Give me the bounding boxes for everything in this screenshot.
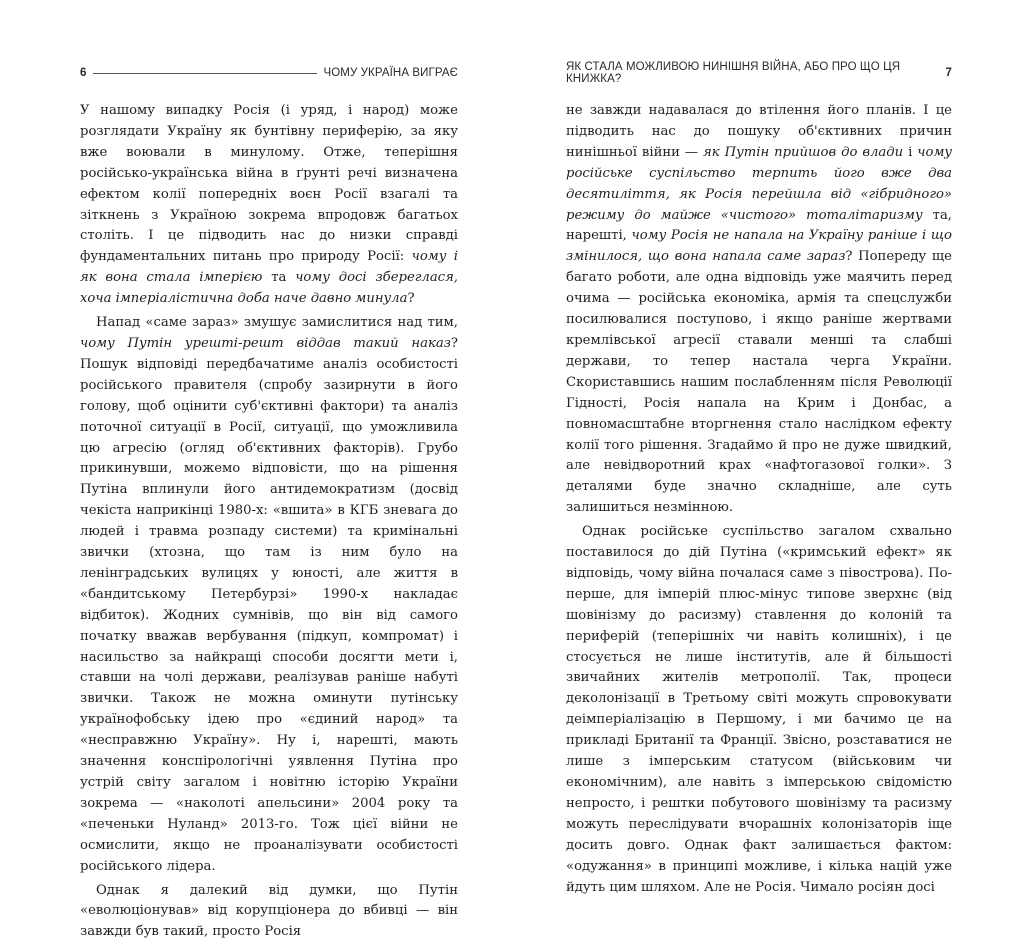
body-text: ? <box>407 291 415 307</box>
right-page-number: 7 <box>945 67 952 79</box>
left-body-text <box>80 101 458 943</box>
body-text: Однак я далекий від думки, що Путін «еволюціонував» від корупціонера до вбивці — він завжди був такий, просто Росія <box>80 882 458 940</box>
paragraph <box>80 313 458 877</box>
right-running-header <box>566 61 952 85</box>
italic-text: як Путін прийшов до влади <box>703 144 904 160</box>
paragraph <box>80 881 458 943</box>
body-text: та, нарешті, <box>566 207 952 244</box>
right-page <box>512 0 1024 895</box>
paragraph <box>566 522 952 898</box>
left-page-number: 6 <box>80 67 87 79</box>
italic-text: чому і як вона стала імперією <box>80 249 458 286</box>
paragraph <box>566 101 952 519</box>
body-text: ? Попереду ще багато роботи, але одна відповідь уже маячить перед очима — російська економіка, армія та спецслужби посилювалися поступово, і якщо раніше жертвами кремлівської агресії ставали менші та слабші держави, то тепер настала черга України. Скориставшись нашим послабленням після Революції Гідності, Росія напала на Крим і Донбас, а повномасштабне вторгнення стало наслідком ефекту колії того рішення. Згадаймо й про не дуже швидкий, але невідворотний крах «нафтогазової голки». З деталями буде значно складніше, але суть залишиться незмінною. <box>566 249 952 516</box>
body-text: не завжди надавалася до втілення його планів. І це підводить нас до пошуку об'єктивних причин нинішньої війни — <box>566 103 952 160</box>
italic-text: чому російське суспільство терпить його вже два десятиліття, як Росія перейшла від «гібридного» режиму до майже «чистого» тоталітаризму <box>566 144 953 223</box>
paragraph <box>80 101 458 310</box>
left-running-header <box>80 65 458 81</box>
body-text: У нашому випадку Росія (і уряд, і народ) може розглядати Україну як бунтівну периферію, за яку вже воювали в минулому. Отже, теперішня російсько-українська війна в ґрунті речі визначена ефектом колії попередніх воєн Росії взагалі та зіткнень з Україною зокрема впродовж багатьох століть. І це підводить нас до низки справді фундаментальних питань про природу Росії: <box>80 103 458 265</box>
italic-text: чому Росія не напала на Україну раніше і що змінилося, що вона напала саме зараз <box>566 228 952 265</box>
body-text: Напад «саме зараз» змушує замислитися над тим, <box>96 315 458 331</box>
left-page <box>0 0 512 940</box>
body-text: і <box>903 144 918 160</box>
right-body-text <box>566 101 952 898</box>
body-text: Однак російське суспільство загалом схвально поставилося до дій Путіна («кримський ефект» як відповідь, чому війна почалася саме з півострова). По-перше, для імперій плюс-мінус типове зверхнє (від шовінізму до расизму) ставлення до колоній та периферій (теперішніх чи навіть колишніх), і це стосується не лише інститутів, але й більшості звичайних жителів метрополії. Так, процеси деколонізації в Третьому світі можуть спровокувати деімперіалізацію в Першому, і ми бачимо це на прикладі Британії та Франції. Звісно, розставатися не лише з імперським статусом (військовим чи економічним), але навіть з імперською свідомістю непросто, і рештки побутового шовінізму та расизму можуть переслідувати вчорашніх колонізаторів іще досить довго. Однак факт залишається фактом: «одужання» в принципі можливе, і кілька націй уже йдуть цим шляхом. Але не Росія. Чимало росіян досі <box>566 524 952 895</box>
right-running-title: ЯК СТАЛА МОЖЛИВОЮ НИНІШНЯ ВІЙНА, АБО ПРО ЩО ЦЯ КНИЖКА? <box>566 61 901 85</box>
italic-text: чому досі збереглася, хоча імперіалістична доба наче давно минула <box>80 270 458 307</box>
body-text: та <box>262 270 296 286</box>
header-rule <box>93 73 318 74</box>
italic-text: чому Путін урешті-решт віддав такий наказ <box>80 335 451 351</box>
body-text: ? Пошук відповіді передбачатиме аналіз особистості російського правителя (спробу зазирнути в його голову, щоб оцінити суб'єктивні фактори) та аналіз поточної ситуації в Росії, ситуації, що уможливила цю агресію (огляд об'єктивних факторів). Грубо прикинувши, можемо відповісти, що на рішення Путіна вплинули його антидемократизм (досвід чекіста наприкінці 1980-х: «вшита» в КГБ зневага до людей і травма розпаду системи) та кримінальні звички (хтозна, що там із ним було на ленінградських вулицях у юності, але життя в «бандитському Петербурзі» 1990-х накладає відбиток). Жодних сумнівів, що він від самого початку вважав вербування (підкуп, компромат) і насильство за найкращі способи досягти мети і, ставши на чолі держави, реалізував раніше набуті звички. Також не можна оминути путінську українофобську ідею про «єдиний народ» та «несправжню Україну». Ну і, нарешті, мають значення конспірологічні уявлення Путіна про устрій світу загалом і новітню історію України зокрема — «наколоті апельсини» 2004 року та «печеньки Нуланд» 2013-го. Тож цієї війни не осмислити, якщо не проаналізувати особистості російського лідера. <box>80 335 458 874</box>
left-running-title: ЧОМУ УКРАЇНА ВИГРАЄ <box>323 67 458 79</box>
